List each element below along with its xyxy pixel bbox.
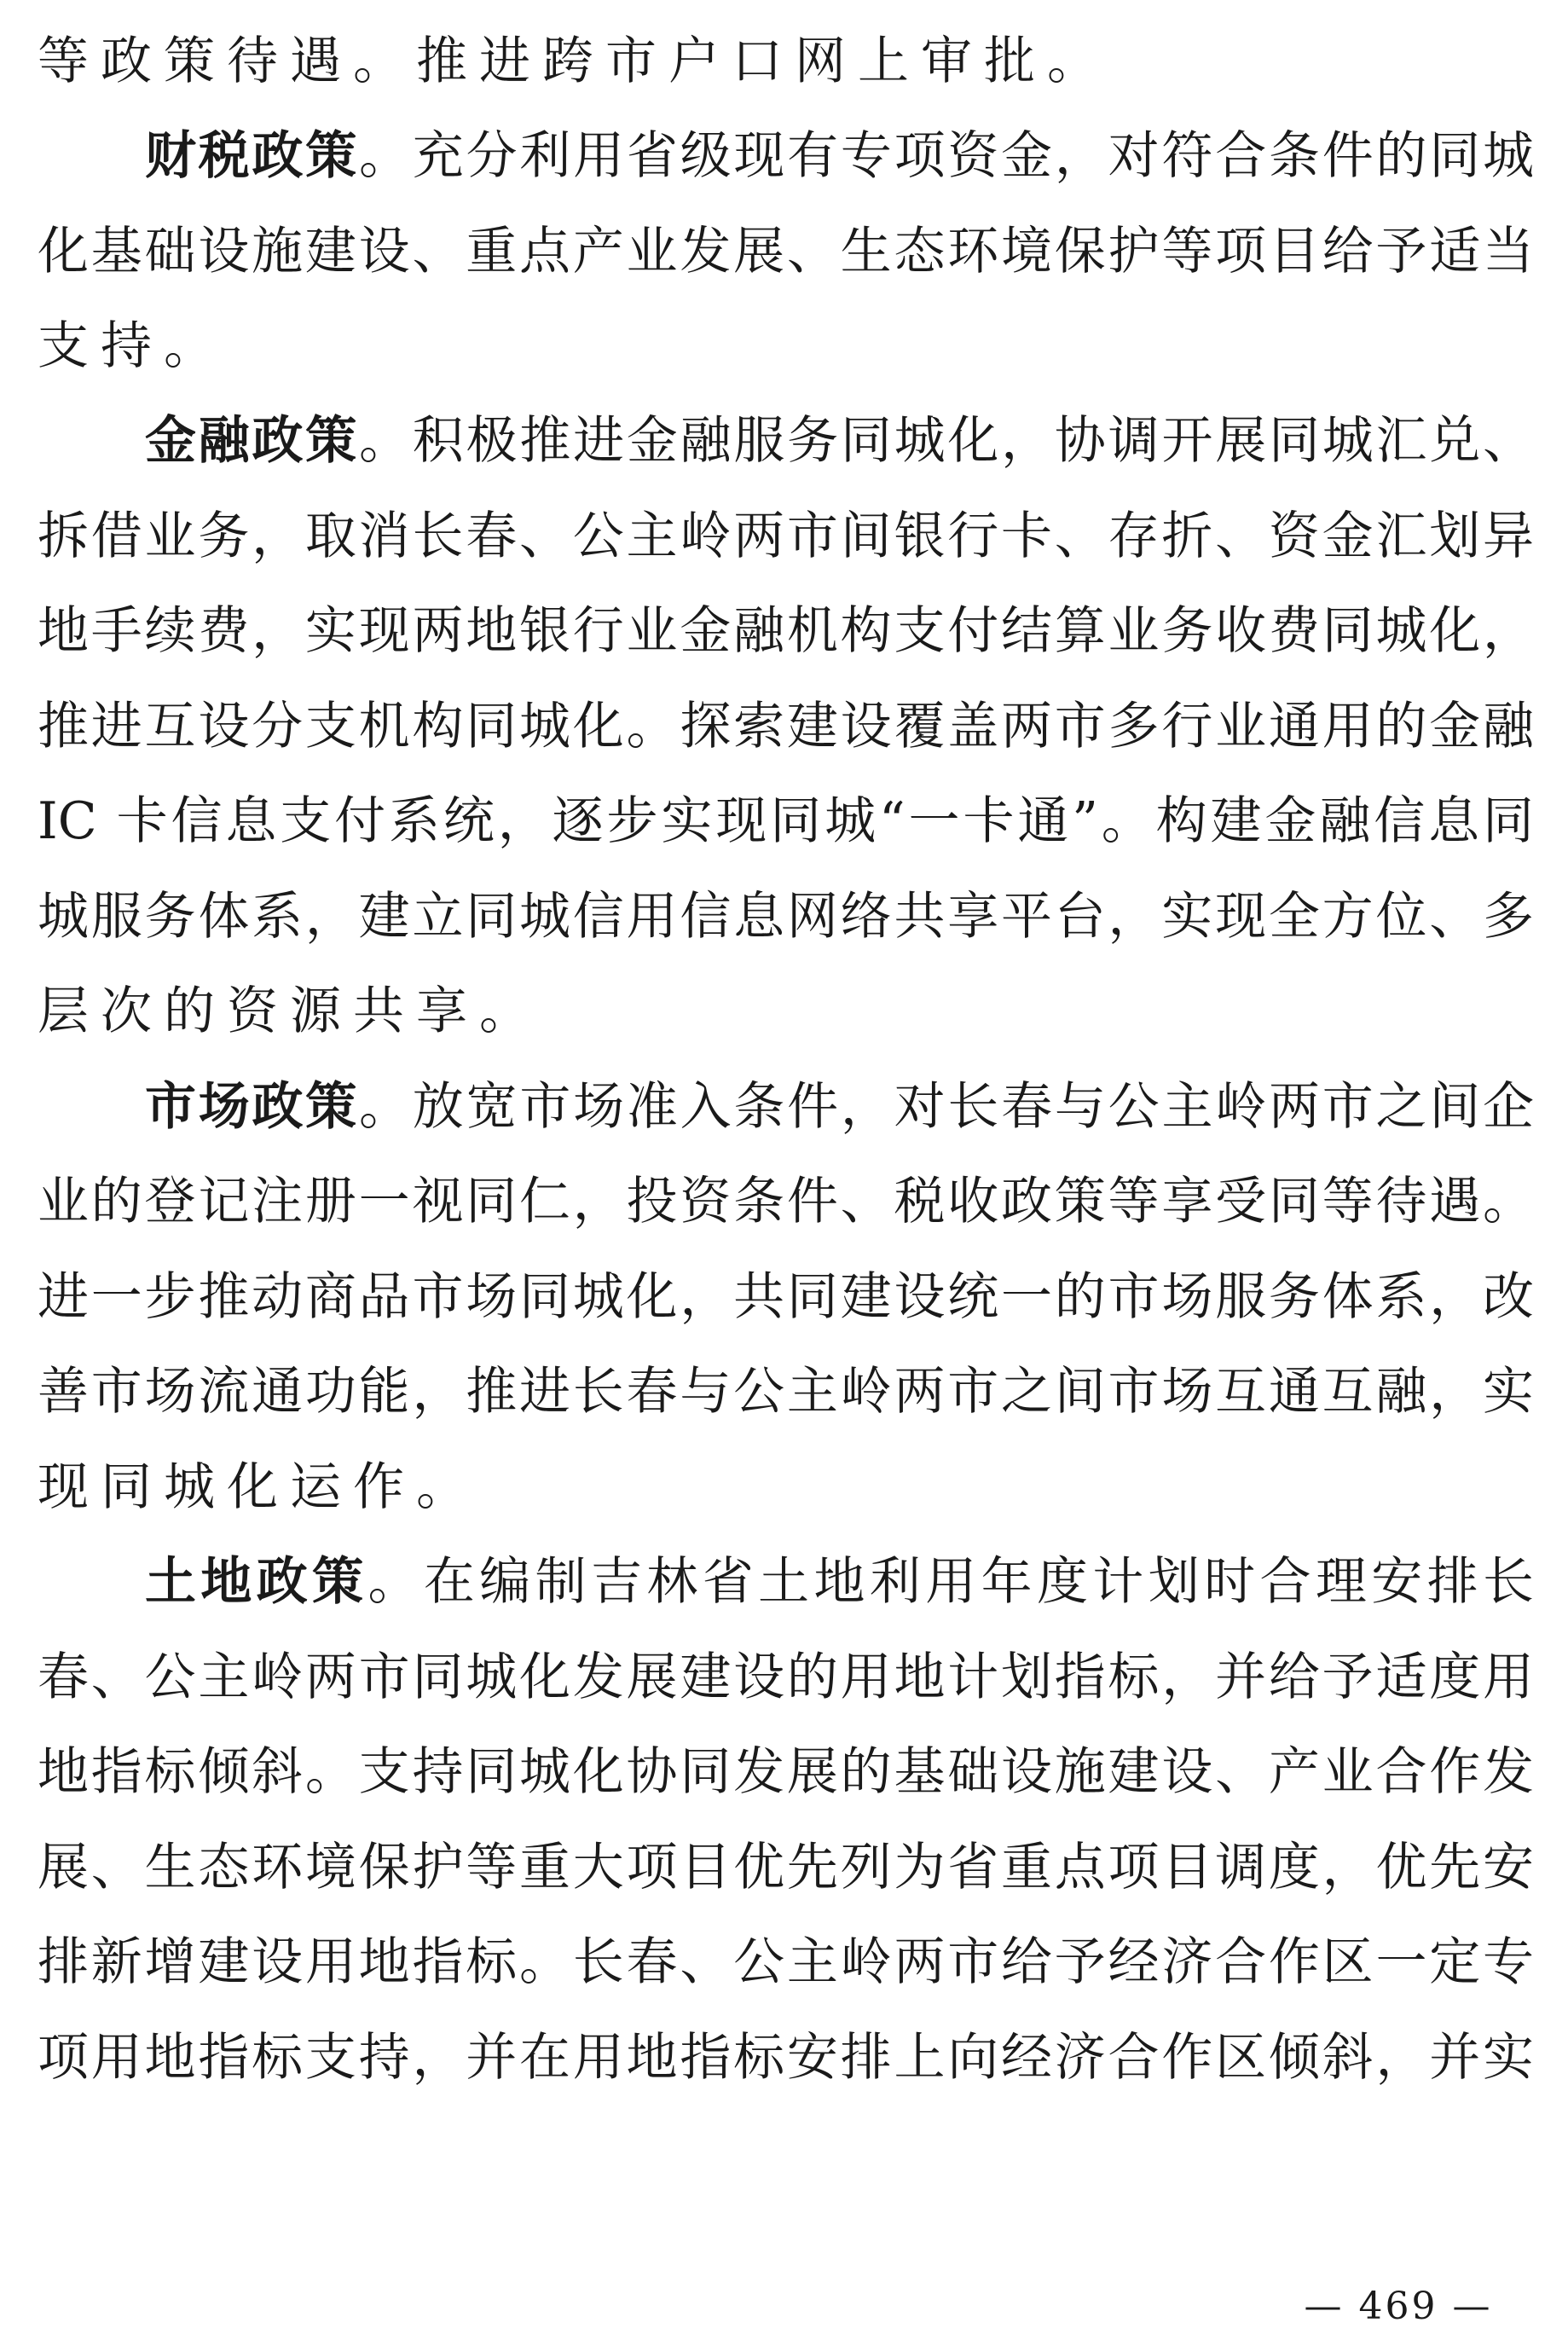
text-line (38, 1445, 1534, 1530)
text-line (38, 1825, 1534, 1910)
text-line (38, 684, 1534, 769)
line-text: 。在编制吉林省土地利用年度计划时合理安排长 (367, 1552, 1534, 1612)
text-line (38, 779, 1534, 864)
text-line (38, 588, 1534, 674)
line-text: 现同城化运作。 (38, 1457, 479, 1517)
line-text: 春、公主岭两市同城化发展建设的用地计划指标，并给予适度用 (38, 1648, 1534, 1707)
text-line (38, 209, 1534, 294)
page-number: — 469 — (1304, 2285, 1493, 2328)
text-line (38, 19, 1534, 104)
line-text: 业的登记注册一视同仁，投资条件、税收政策等享受同等待遇。 (38, 1172, 1534, 1231)
paragraph-start-line (145, 1539, 1534, 1625)
line-text: 。充分利用省级现有专项资金，对符合条件的同城 (359, 126, 1535, 186)
text-line (38, 1920, 1534, 2005)
line-text: 化基础设施建设、重点产业发展、生态环境保护等项目给予适当 (38, 222, 1534, 281)
line-text: 推进互设分支机构同城化。探索建设覆盖两市多行业通用的金融 (38, 697, 1534, 756)
text-line (38, 1729, 1534, 1815)
text-line (38, 969, 1534, 1054)
line-text: 。放宽市场准入条件，对长春与公主岭两市之间企 (359, 1077, 1535, 1137)
text-line (38, 1349, 1534, 1434)
line-text: 支持。 (38, 316, 227, 376)
line-text: 。积极推进金融服务同城化，协调开展同城汇兑、 (359, 411, 1535, 471)
line-text: IC 卡信息支付系统，逐步实现同城“一卡通”。构建金融信息同 (38, 791, 1534, 851)
text-line (38, 2015, 1534, 2100)
text-line (38, 494, 1534, 579)
text-line (38, 1635, 1534, 1720)
line-text: 展、生态环境保护等重大项目优先列为省重点项目调度，优先安 (38, 1838, 1534, 1897)
line-text: 进一步推动商品市场同城化，共同建设统一的市场服务体系，改 (38, 1267, 1534, 1327)
text-line (38, 1254, 1534, 1340)
paragraph-start-line (145, 1064, 1534, 1150)
line-text: 城服务体系，建立同城信用信息网络共享平台，实现全方位、多 (38, 887, 1534, 947)
line-text: 拆借业务，取消长春、公主岭两市间银行卡、存折、资金汇划异 (38, 507, 1534, 566)
line-text: 等政策待遇。推进跨市户口网上审批。 (38, 32, 1110, 91)
text-line (38, 1159, 1534, 1244)
line-text: 项用地指标支持，并在用地指标安排上向经济合作区倾斜，并实 (38, 2028, 1534, 2088)
line-text: 排新增建设用地指标。长春、公主岭两市给予经济合作区一定专 (38, 1932, 1534, 1992)
line-text: 层次的资源共享。 (38, 982, 542, 1041)
line-text: 地指标倾斜。支持同城化协同发展的基础设施建设、产业合作发 (38, 1742, 1534, 1802)
section-heading: 金融政策 (145, 411, 360, 471)
section-heading: 财税政策 (145, 126, 360, 186)
section-heading: 土地政策 (145, 1552, 368, 1612)
text-line (38, 304, 1534, 389)
line-text: 善市场流通功能，推进长春与公主岭两市之间市场互通互融，实 (38, 1362, 1534, 1422)
section-heading: 市场政策 (145, 1077, 360, 1137)
line-text: 地手续费，实现两地银行业金融机构支付结算业务收费同城化， (38, 601, 1534, 661)
paragraph-start-line (145, 113, 1534, 199)
text-line (38, 874, 1534, 959)
paragraph-start-line (145, 398, 1534, 484)
